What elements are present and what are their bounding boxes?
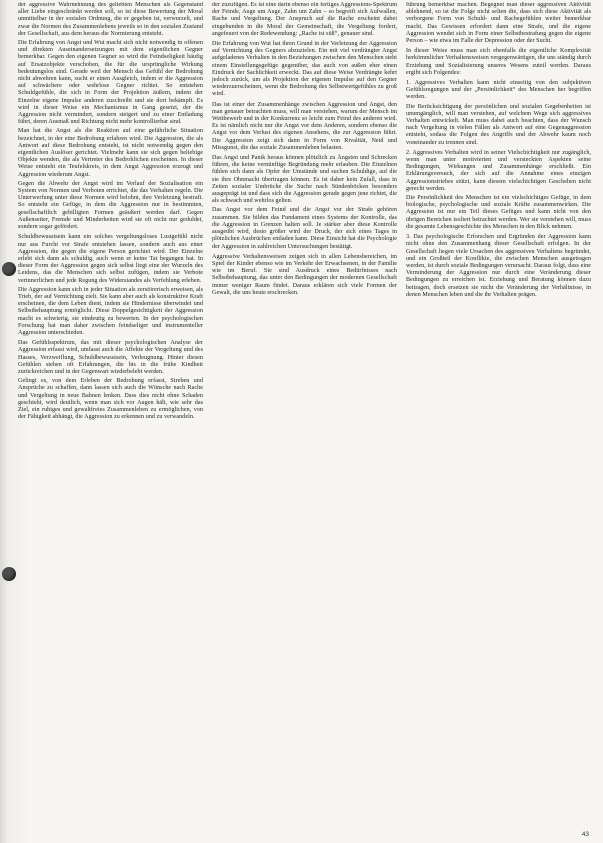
paragraph: Die Aggression kann sich in jeder Situation als zerstörerisch erweisen, als Trieb, der auf Vernichtung zielt. Sie kann aber auch als konstruktive Kraft erscheinen, die dem Leben dient, indem sie Hindernisse überwindet und Selbstbehauptung ermöglicht. Diese Doppelgesichtigkeit der Aggression macht es schwierig, sie eindeutig zu bewerten. In der psychologischen Forschung hat man daher zwischen feindseliger und instrumenteller Aggression unterschieden. [18,286,203,336]
paragraph: Aggressive Verhaltensweisen zeigen sich in allen Lebensbereichen, im Spiel der Kinder ebenso wie im Verkehr der Erwachsenen, in der Familie wie im Beruf. Sie sind Ausdruck eines Bedürfnisses nach Selbstbehauptung, das unter den Bedingungen der modernen Gesellschaft immer weniger Raum findet. Daraus erklären sich viele Formen der Gewalt, die uns heute erschrecken. [212,253,397,296]
numbered-point: 2. Aggressives Verhalten wird in seiner Vielschichtigkeit nur zugänglich, wenn man unter motivierten und versteckten Aspekten seine Bedingungen, Wirkungen und Zusammenhänge erschließt. Ein Erklärungsversuch, der sich auf die Annahme eines einzigen Aggressionstriebes stützt, kann diesem vielschichtigen Geschehen nicht gerecht werden. [406,149,591,192]
paragraph: Gegen die Abwehr der Angst wird im Verlauf der Sozialisation ein System von Normen und Verboten errichtet, die das Verhalten regeln. Die Unterwerfung unter diese Normen wird belohnt, ihre Verletzung bestraft. So entsteht ein Gefüge, in dem die Aggression nur in bestimmten, gesellschaftlich gebilligten Formen geäußert werden darf. Gegen Außenseiter, Fremde und Minderheiten wird sie oft nicht nur geduldet, sondern sogar gefördert. [18,180,203,231]
paragraph: Gelingt es, von dem Erleben der Bedrohung erfasst, Streben und Ansprüche zu schaffen, dann lassen sich auch die Wünsche nach Rache und Vergeltung in neue Bahnen lenken. Dass dies nicht ohne Schaden geschieht, wird deutlich, wenn man sich vor Augen hält, wie sehr das Ziel, ein ruhiges und gewaltfreies Zusammenleben zu ermöglichen, von der Fähigkeit abhängt, die Aggression zu erkennen und zu verwandeln. [18,378,203,421]
column-left [18,2,203,825]
paragraph: Die Berücksichtigung der persönlichen und sozialen Gegebenheiten ist unumgänglich, will man verstehen, auf welchem Wege sich aggressives Verhalten entwickelt. Man muss dabei auch beachten, dass der Wunsch nach Vergeltung in vielen Fällen als Antwort auf eine Gegenaggression entsteht, sodass die Folgen des Angriffs und der Abwehr kaum noch voneinander zu trennen sind. [406,103,591,146]
numbered-point: 1. Aggressives Verhalten kann nicht einseitig von den subjektiven Gefühlsregungen und der „Persönlichkeit“ des Menschen her begriffen werden. [406,80,591,101]
paragraph: Die Erfahrung von Wut hat ihren Grund in der Verletzung der Aggression auf Vernichtung des Gegners abzuzielen. Ein mit viel verdrängter Angst aufgeladenes Verhalten in den Beziehungen zwischen den Menschen steht einem Einstellungsgefüge gegenüber, das auch von außen eher einen Eindruck der Sachlichkeit erweckt. Das auf diese Weise Verdrängte kehrt jedoch zurück, um als Projektion der eigenen Impulse auf den Gegner wiederzuerscheinen, wenn die Bedrohung des Selbstwertgefühles zu groß wird. [212,41,397,98]
paragraph: Die Persönlichkeit des Menschen ist ein vielschichtiges Gefüge, in dem biologische, psychologische und soziale Kräfte zusammenwirken. Die Aggression ist nur ein Teil dieses Gefüges und kann nicht von den übrigen Bereichen isoliert betrachtet werden. Wer sie verstehen will, muss die gesamte Lebensgeschichte des Menschen in den Blick nehmen. [406,195,591,230]
paragraph: Das Angst und Panik heraus können plötzlich zu Ängsten und Schrecken führen, die keine vernünftige Begründung mehr erlauben. Die Einzelnen fühlen sich dann als Opfer der Umstände und suchen Schuldige, auf die sie ihre Ohnmacht übertragen können. Es ist daher kein Zufall, dass in Zeiten sozialer Umbrüche die Suche nach Sündenböcken besonders ausgeprägt ist und dass sich die Aggression gerade gegen jene richtet, die als schwach und wehrlos gelten. [212,155,397,205]
paragraph: Das ist einer der Zusammenhänge zwischen Aggression und Angst, den man genauer betrachten muss, will man verstehen, warum der Mensch im Wettbewerb und in der Konkurrenz so leicht zum Feind des anderen wird. Es ist nämlich nicht nur die Angst vor dem Anderen, sondern ebenso die Angst vor dem Verlust des eigenen Ansehens, die zur Aggression führt. Die Aggression zeigt sich dann in Form von Rivalität, Neid und Missgunst, die das soziale Zusammenleben belasten. [212,101,397,151]
column-right [406,2,591,825]
paragraph: der aggressive Wahrnehmung des geliebten Menschen als Gegenstand aller Liebe eingeschränkt werden soll, so ist diese Bewertung der Moral unmittelbar in der sozialen Ordnung, die er gegeben ist, verwurzelt, und zwar die Normen des Zusammenlebens jeweils so in den sozialen Zustand der Gesellschaft, aus dem heraus die Normierung entsteht. [18,2,203,37]
column-middle [212,2,397,825]
page-number: 43 [581,831,589,838]
paragraph: Das Angst vor dem Feind und die Angst vor der Strafe gehören zusammen. Sie bilden das Fundament eines Systems der Kontrolle, das die Aggression in Grenzen halten soll. Je stärker aber diese Kontrolle ausgeübt wird, desto größer wird der Druck, der sich eines Tages in plötzlichen Ausbrüchen entladen kann. Diese Einsicht hat die Psychologie der Aggression in zahlreichen Untersuchungen bestätigt. [212,207,397,250]
paragraph: führung bemerkbar machen. Begegnet man dieser aggressiven Aktivität ablehnend, so ist die Folge nicht selten die, dass sich diese Aktivität als verborgene Form von Schuld- und Rachegefühlen weiter bemerkbar macht. Das Gewissen erfordert dann eine Strafe, und die eigene Aggression wendet sich in Form einer Selbstbestrafung gegen die eigene Person – wie etwa im Falle der Depression oder der Sucht. [406,2,591,45]
numbered-point: 3. Das psychologische Erforschen und Ergründen der Aggression kann nicht ohne den Zusammenhang dieser Gesellschaft erfolgen. In der Gesellschaft liegen viele Ursachen des aggressiven Verhaltens begründet, und ein Großteil der Konflikte, die zwischen Menschen ausgetragen werden, ist durch soziale Bedingungen verursacht. Daraus folgt, dass eine Verminderung der Aggression nur durch eine Veränderung dieser Bedingungen zu erreichen ist. Erziehung und Beratung können dazu beitragen, doch ersetzen sie nicht die Veränderung der Verhältnisse, in denen Menschen leben und die ihr Verhalten prägen. [406,234,591,298]
paragraph: Die Erfahrung von Angst und Wut macht sich nicht notwendig in offenen und direkten Auseinandersetzungen mit dem eigentlichen Gegner bemerkbar. Gegen den eigenen Gegner so wird die Feindseligkeit häufig auf Ersatzobjekte verschoben, die für die ursprüngliche Wirkung bedeutungslos sind. Gerade weil der Mensch das Gefühl der Bedrohung nicht abwehren kann, sucht er einen Ausgleich, indem er die Aggression auf schwächere oder wehrlose Gegner richtet. So entstehen Schuldgefühle, die sich in Form der Projektion äußern, indem der Einzelne eigene Impulse anderen zuschreibt und sie dort bekämpft. Es wird in dieser Weise ein Mechanismus in Gang gesetzt, der die Aggression nicht vermindert, sondern steigert und zu einer Entladung führt, deren Ausmaß und Richtung nicht mehr kontrollierbar sind. [18,40,203,126]
paragraph: In dieser Weise muss man sich ebenfalls die eigentliche Komplexität herkömmlicher Verhaltensweisen vergegenwärtigen, die uns ständig durch Erziehung und Sozialisierung unseres Wesens zuteil werden. Daraus ergibt sich Folgendes: [406,48,591,76]
paragraph: Man hat die Angst als die Reaktion auf eine gefährliche Situation bezeichnet, in der eine Bedrohung erfahren wird. Die Aggression, die als Antwort auf diese Bedrohung entsteht, ist nicht notwendig gegen den eigentlichen Auslöser gerichtet. Vielmehr kann sie sich gegen beliebige Objekte wenden, die als Vertreter des Bedrohlichen erscheinen. In dieser Weise entsteht ein Teufelskreis, in dem Angst Aggression erzeugt und Aggression wiederum Angst. [18,128,203,178]
text-columns [18,2,591,825]
paragraph: Schuldbewusstsein kann ein solches vergeltungsloses Lustgefühl nicht nur aus Furcht vor Strafe entstehen lassen, sondern auch aus einer Aggression, die gegen die eigene Person gerichtet wird. Der Einzelne erlebt sich dann als schuldig, auch wenn er keine Tat begangen hat. In dieser Form der Aggression gegen sich selbst liegt eine der Wurzeln des Leidens, das die Menschen sich selbst zufügen, indem sie Verbote verinnerlichen und jede Regung des Widerstandes als Verfehlung erleben. [18,234,203,284]
binding-hole-bottom [2,567,16,581]
paragraph: Das Gefühlsspektrum, das mit dieser psychologischen Analyse der Aggression erfasst wird, umfasst auch die Affekte der Vergeltung und des Hasses, Verzweiflung, Schuldbewusstsein, Verleugnung. Hinter diesen Gefühlen stehen oft Erfahrungen, die bis in die frühe Kindheit zurückreichen und in der Gegenwart wiederbelebt werden. [18,340,203,375]
binding-hole-top [2,262,16,276]
paragraph: der zuzufügen. Es ist eine darin ebenso ein fertiges Aggressions-Spektrum der Feinde, Auge um Auge, Zahn um Zahn – so begreift sich Aufwallen, Rache und Vergeltung. Der Anspruch auf die Rache erscheint dabei eingebunden in die Moral der Gemeinschaft, die Vergeltung fordert, angefeuert von der Redewendung: „Rache ist süß“, genauer sind. [212,2,397,37]
